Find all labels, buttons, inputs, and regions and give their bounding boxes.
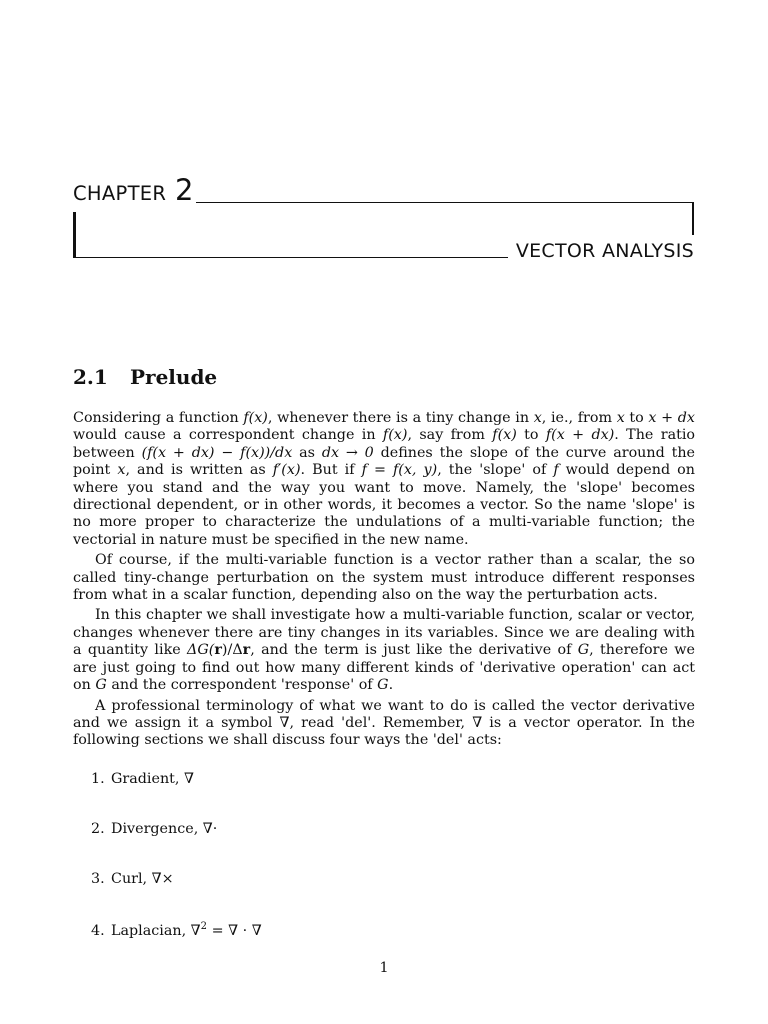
- paragraph-4: A professional terminology of what we want to do is called the vector derivative and we assign it a symbol ∇, read 'del'. Remember, ∇ is a vector operator. In the following sections we shall discuss four ways the 'del' acts:: [73, 697, 695, 749]
- list-item-text: Divergence, ∇·: [111, 821, 218, 837]
- chapter-rule-left-tick: [73, 212, 76, 258]
- math-inline: f(x): [492, 427, 517, 444]
- text-run: Considering a function: [73, 410, 244, 426]
- math-inline: f = f(x, y): [361, 462, 438, 479]
- list-item-text: = ∇ · ∇: [207, 922, 262, 939]
- math-inline: f(x): [243, 410, 268, 426]
- list-item-number: 2.: [91, 821, 105, 837]
- text-run: would cause a correspondent change in: [73, 427, 383, 444]
- chapter-rule-top: [196, 202, 694, 203]
- section-heading: [73, 365, 217, 389]
- math-inline: f(x): [382, 427, 408, 444]
- text-run: . But if: [300, 462, 362, 479]
- chapter-rule-right-tick: [692, 202, 694, 235]
- math-inline: dx → 0: [321, 444, 374, 461]
- math-inline: f: [553, 462, 559, 479]
- paragraph-3: [73, 607, 695, 694]
- text-run: would depend on where you stand and the way you want to move. Namely, the 'slope' becomes directional dependent, or in other words, it becomes a vector. So the name 'slope' is no more proper to characterize the undulations of a multi-variable function; the vectorial in nature must be specified in the new name.: [73, 462, 695, 548]
- list-item: [91, 871, 262, 921]
- list-item-text: Gradient, ∇: [111, 771, 194, 787]
- text-run: , and the term is just like the derivative of: [250, 642, 578, 659]
- text-run: defines the slope of the curve around the point: [73, 444, 695, 479]
- chapter-title: VECTOR ANALYSIS: [515, 240, 694, 262]
- text-run: , the 'slope' of: [437, 462, 554, 479]
- text-run: . The ratio between: [73, 427, 696, 461]
- list-item-text: Laplacian, ∇: [111, 922, 201, 939]
- chapter-rule-bottom: [73, 257, 508, 258]
- text-run: , ie., from: [541, 410, 617, 426]
- math-inline: x: [117, 462, 126, 479]
- text-run: to: [516, 427, 546, 444]
- math-inline: f(x + dx): [545, 427, 615, 444]
- math-inline: f′(x): [272, 462, 301, 479]
- text-run: as: [292, 444, 322, 461]
- del-operations-list: [91, 771, 262, 971]
- text-run: , therefore we are just going to find out how many different kinds of 'derivative operation' can act on: [73, 642, 695, 694]
- list-item-text: Curl, ∇×: [111, 871, 174, 887]
- math-inline: ΔG(: [187, 642, 215, 659]
- list-item-superscript: 2: [200, 921, 208, 932]
- text-run: to: [624, 410, 649, 426]
- section-number: 2.1: [73, 365, 108, 389]
- list-item-number: 3.: [91, 871, 105, 887]
- chapter-label: CHAPTER: [73, 182, 167, 205]
- math-bold-vector: r: [242, 642, 251, 659]
- page-number: 1: [379, 960, 389, 976]
- math-inline: x: [533, 410, 542, 426]
- math-inline: G: [95, 677, 107, 694]
- math-inline: G: [577, 642, 590, 659]
- list-item-number: 1.: [91, 771, 105, 787]
- list-item: [91, 821, 262, 871]
- math-inline: G: [377, 677, 389, 694]
- paragraph-2: Of course, if the multi-variable function is a vector rather than a scalar, the so called tiny-change perturbation on the system must introduce different responses from what in a scalar function, depending also on the way the perturbation acts.: [73, 552, 695, 604]
- math-inline: )/Δ: [221, 642, 243, 659]
- list-item-number: 4.: [91, 922, 105, 939]
- text-run: , say from: [407, 427, 493, 444]
- chapter-number: 2: [175, 173, 194, 207]
- text-run: In this chapter we shall investigate how a multi-variable function, scalar or vector, changes whenever there are tiny changes in its variables. Since we are dealing with a quantity like: [73, 607, 695, 659]
- text-run: , whenever there is a tiny change in: [267, 410, 534, 426]
- text-run: , and is written as: [125, 462, 273, 479]
- text-run: and the correspondent 'response' of: [106, 677, 378, 694]
- body-text: [73, 410, 695, 750]
- math-inline: x: [616, 410, 625, 426]
- text-run: .: [388, 677, 394, 694]
- list-item: [91, 771, 262, 821]
- math-inline: (f(x + dx) − f(x))/dx: [141, 444, 293, 461]
- math-inline: x + dx: [648, 410, 695, 426]
- math-bold-vector: r: [214, 642, 222, 659]
- section-title: Prelude: [130, 365, 218, 389]
- paragraph-1: [73, 410, 695, 549]
